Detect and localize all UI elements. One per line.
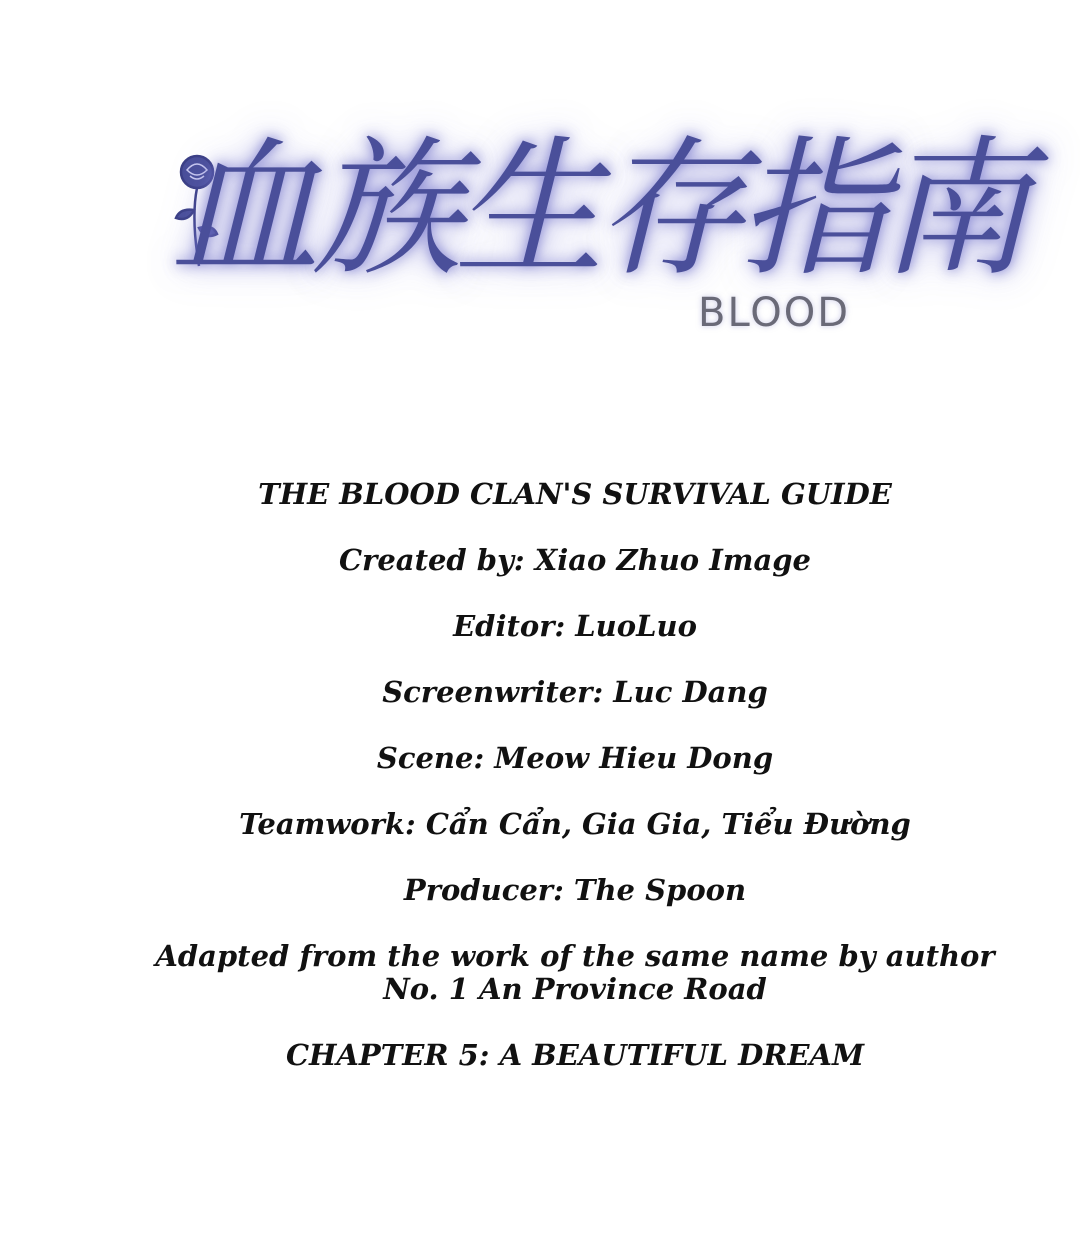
credit-adapted-line-1: Adapted from the work of the same name by author — [155, 939, 995, 973]
series-title: THE BLOOD CLAN'S SURVIVAL GUIDE — [258, 477, 892, 511]
logo-title-cjk: 血族生存指南 — [170, 123, 1023, 297]
credit-scene: Scene: Meow Hieu Dong — [376, 741, 774, 775]
logo-title-latin: BLOOD — [698, 290, 851, 336]
credit-editor: Editor: LuoLuo — [453, 609, 697, 643]
series-logo — [150, 110, 1023, 350]
chapter-title: CHAPTER 5: A BEAUTIFUL DREAM — [285, 1038, 865, 1072]
credit-created-by: Created by: Xiao Zhuo Image — [338, 543, 812, 577]
credit-producer: Producer: The Spoon — [403, 873, 747, 907]
credit-adapted-line-2: No. 1 An Province Road — [383, 972, 767, 1006]
credit-teamwork: Teamwork: Cẩn Cẩn, Gia Gia, Tiểu Đường — [239, 807, 911, 841]
credits-block — [0, 478, 1080, 1072]
credit-screenwriter: Screenwriter: Luc Dang — [382, 675, 768, 709]
